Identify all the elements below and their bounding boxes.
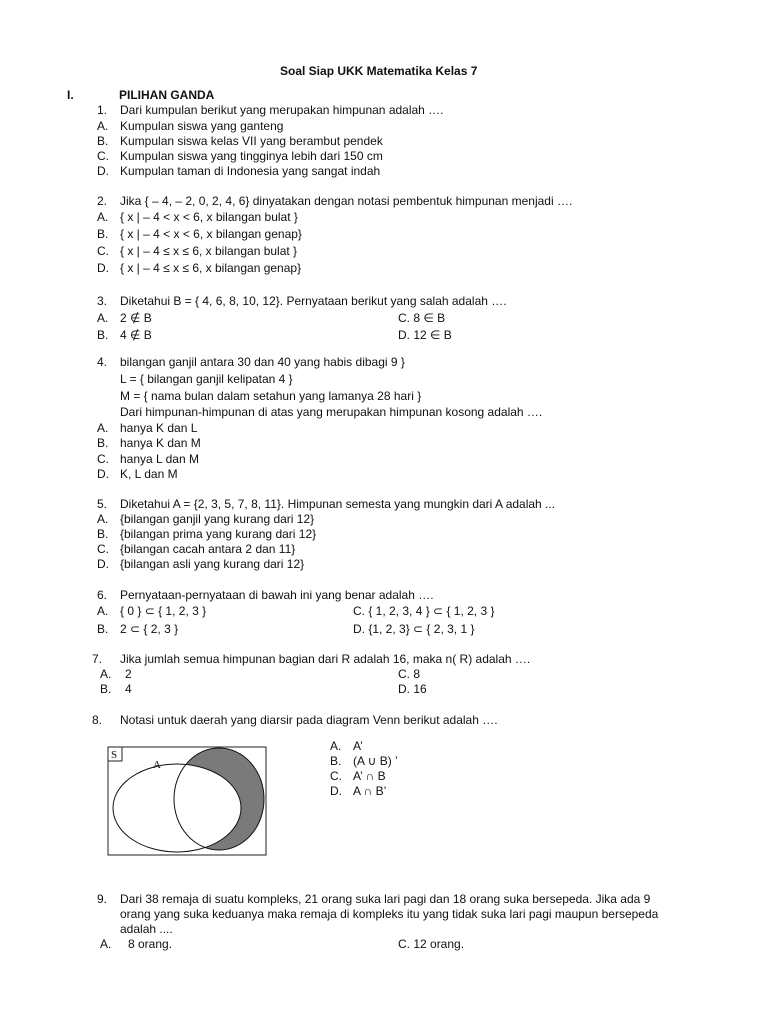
option-letter: B. (330, 754, 342, 768)
question-number: 5. (97, 497, 108, 511)
option-letter: D. (97, 261, 109, 275)
option-letter: B. (97, 328, 109, 342)
option-letter: B. (100, 682, 112, 696)
option-letter: B. (97, 527, 109, 541)
option-c[interactable]: {bilangan cacah antara 2 dan 11} (120, 542, 296, 556)
option-d[interactable]: {bilangan asli yang kurang dari 12} (120, 557, 305, 571)
question-number: 8. (92, 713, 103, 727)
question-number: 7. (92, 652, 103, 666)
option-letter: B. (97, 227, 109, 241)
option-c[interactable]: hanya L dan M (120, 452, 199, 466)
section-numeral: I. (67, 88, 74, 102)
option-letter: D. (97, 164, 109, 178)
question-line: bilangan ganjil antara 30 dan 40 yang habis dibagi 9 } (120, 355, 405, 369)
option-a[interactable]: {bilangan ganjil yang kurang dari 12} (120, 512, 315, 526)
question-line: Dari himpunan-himpunan di atas yang merupakan himpunan kosong adalah …. (120, 405, 543, 419)
option-letter: A. (100, 937, 112, 951)
question-text: Pernyataan-pernyataan di bawah ini yang benar adalah …. (120, 588, 434, 602)
question-number: 4. (97, 355, 108, 369)
question-text: Diketahui A = {2, 3, 5, 7, 8, 11}. Himpunan semesta yang mungkin dari A adalah ... (120, 497, 556, 511)
option-c[interactable]: C. 8 ∈ B (398, 311, 446, 325)
question-text: Jika jumlah semua himpunan bagian dari R adalah 16, maka n( R) adalah …. (120, 652, 531, 666)
option-letter: B. (97, 622, 109, 636)
question-text: Diketahui B = { 4, 6, 8, 10, 12}. Pernyataan berikut yang salah adalah …. (120, 294, 507, 308)
option-c[interactable]: C. 12 orang. (398, 937, 465, 951)
option-c[interactable]: Kumpulan siswa yang tingginya lebih dari 150 cm (120, 149, 383, 163)
option-d[interactable]: D. 16 (398, 682, 427, 696)
option-d[interactable]: D. 12 ∈ B (398, 328, 452, 342)
option-a[interactable]: 2 ∉ B (120, 311, 152, 325)
option-letter: A. (100, 667, 112, 681)
option-d[interactable]: A ∩ B’ (353, 784, 387, 798)
option-letter: C. (97, 542, 109, 556)
document-title: Soal Siap UKK Matematika Kelas 7 (280, 64, 478, 78)
option-c[interactable]: C. { 1, 2, 3, 4 } ⊂ { 1, 2, 3 } (353, 604, 495, 618)
question-line: M = { nama bulan dalam setahun yang lamanya 28 hari } (120, 389, 422, 403)
option-a[interactable]: { x | – 4 < x < 6, x bilangan bulat } (120, 210, 298, 224)
universe-label: S (111, 749, 118, 761)
option-d[interactable]: K, L dan M (120, 467, 178, 481)
option-c[interactable]: { x | – 4 ≤ x ≤ 6, x bilangan bulat } (120, 244, 298, 258)
option-letter: B. (97, 436, 109, 450)
option-letter: B. (97, 134, 109, 148)
question-line: Dari 38 remaja di suatu kompleks, 21 orang suka lari pagi dan 18 orang suka bersepeda. Jika ada 9 (120, 892, 651, 906)
option-a[interactable]: 8 orang. (128, 937, 173, 951)
option-letter: C. (97, 452, 109, 466)
question-text: Notasi untuk daerah yang diarsir pada diagram Venn berikut adalah …. (120, 713, 498, 727)
option-d[interactable]: D. {1, 2, 3} ⊂ { 2, 3, 1 } (353, 622, 475, 636)
question-line: orang yang suka keduanya maka remaja di kompleks itu yang tidak suka lari pagi maupun bersepeda (120, 907, 659, 921)
option-b[interactable]: 4 ∉ B (120, 328, 152, 342)
question-number: 2. (97, 194, 108, 208)
option-letter: D. (97, 557, 109, 571)
set-a-label: A (153, 759, 161, 771)
question-number: 3. (97, 294, 108, 308)
option-letter: A. (97, 512, 109, 526)
option-a[interactable]: A’ (353, 739, 363, 753)
option-letter: C. (97, 149, 109, 163)
option-a[interactable]: 2 (125, 667, 132, 681)
option-b[interactable]: { x | – 4 < x < 6, x bilangan genap} (120, 227, 302, 241)
option-d[interactable]: Kumpulan taman di Indonesia yang sangat indah (120, 164, 381, 178)
option-letter: C. (97, 244, 109, 258)
option-letter: A. (97, 210, 109, 224)
question-line: L = { bilangan ganjil kelipatan 4 } (120, 372, 293, 386)
option-d[interactable]: { x | – 4 ≤ x ≤ 6, x bilangan genap} (120, 261, 302, 275)
option-c[interactable]: C. 8 (398, 667, 421, 681)
option-b[interactable]: Kumpulan siswa kelas VII yang berambut pendek (120, 134, 383, 148)
option-b[interactable]: (A ∪ B) ’ (353, 754, 398, 768)
option-a[interactable]: Kumpulan siswa yang ganteng (120, 119, 284, 133)
option-letter: A. (97, 311, 109, 325)
option-letter: D. (330, 784, 342, 798)
option-b[interactable]: {bilangan prima yang kurang dari 12} (120, 527, 317, 541)
venn-diagram (107, 746, 267, 856)
option-c[interactable]: A’ ∩ B (353, 769, 386, 783)
question-text: Dari kumpulan berikut yang merupakan himpunan adalah …. (120, 103, 444, 117)
question-number: 1. (97, 103, 108, 117)
question-line: adalah .... (120, 922, 173, 936)
option-b[interactable]: hanya K dan M (120, 436, 201, 450)
option-letter: A. (330, 739, 342, 753)
option-b[interactable]: 2 ⊂ { 2, 3 } (120, 622, 179, 636)
option-a[interactable]: { 0 } ⊂ { 1, 2, 3 } (120, 604, 207, 618)
question-number: 6. (97, 588, 108, 602)
option-letter: A. (97, 604, 109, 618)
section-label: PILIHAN GANDA (119, 88, 215, 102)
option-letter: C. (330, 769, 342, 783)
question-text: Jika { – 4, – 2, 0, 2, 4, 6} dinyatakan dengan notasi pembentuk himpunan menjadi …. (120, 194, 573, 208)
question-number: 9. (97, 892, 108, 906)
option-letter: D. (97, 467, 109, 481)
option-letter: A. (97, 421, 109, 435)
option-b[interactable]: 4 (125, 682, 132, 696)
option-a[interactable]: hanya K dan L (120, 421, 198, 435)
option-letter: A. (97, 119, 109, 133)
